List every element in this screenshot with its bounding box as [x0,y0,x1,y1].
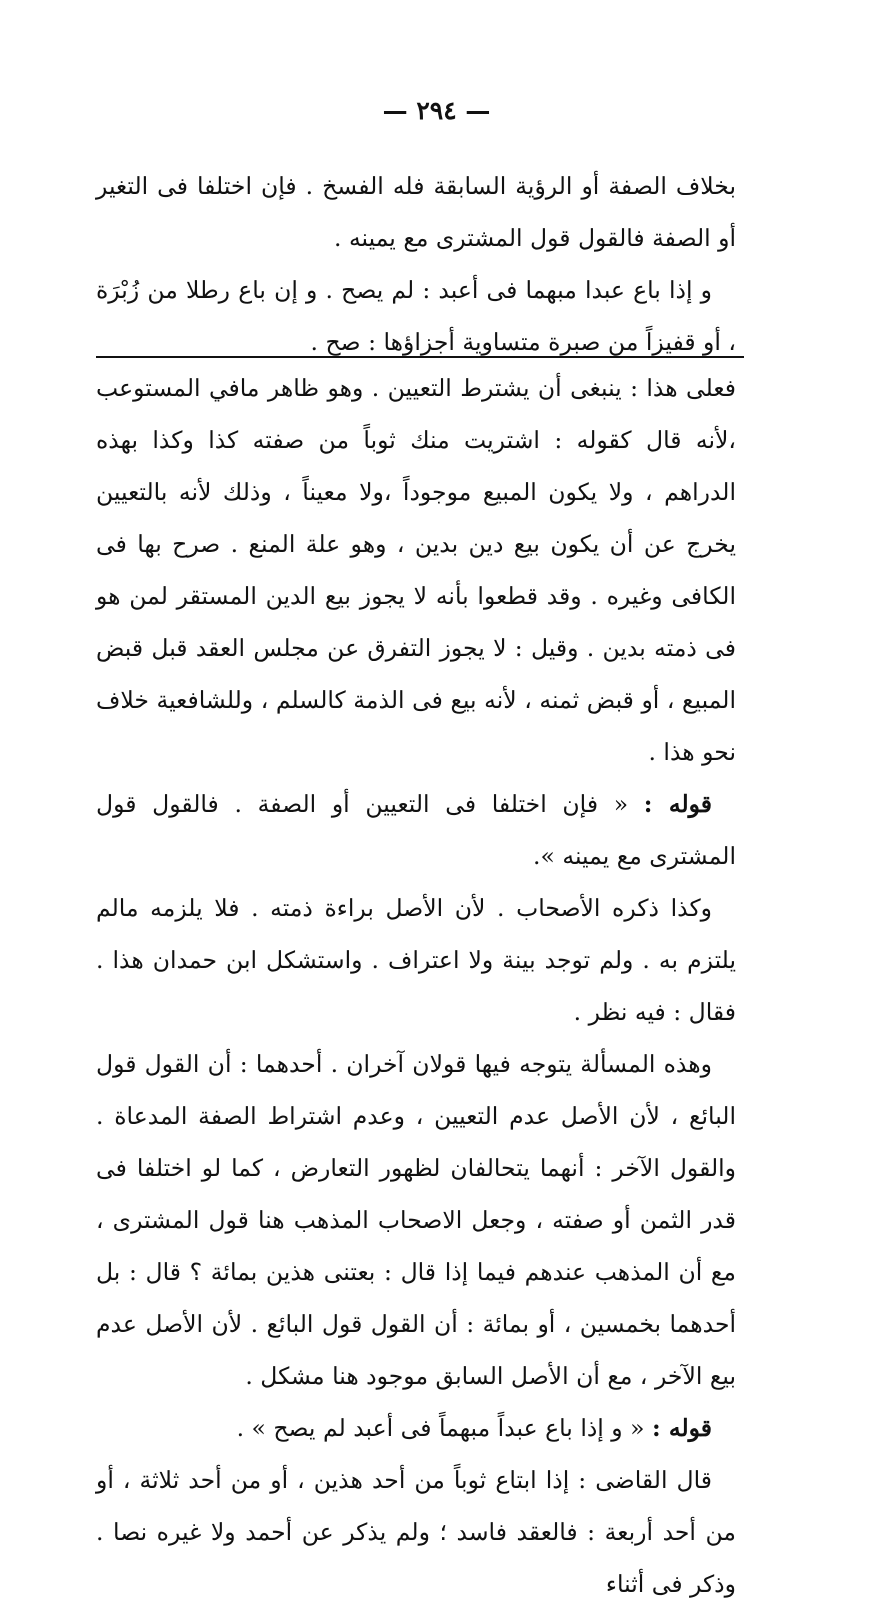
commentary-paragraph [96,362,736,778]
commentary-lead: قوله : [643,790,712,818]
commentary-text: وهذه المسألة يتوجه فيها قولان آخران . أحدهما : أن القول قول البائع ، لأن الأصل عدم التعيين ، وعدم اشتراط الصفة المدعاة . والقول الآخر : أنهما يتحالفان لظهور التعارض ، كما لو اختلفا فى قدر الثمن أو صفته ، وجعل الاصحاب المذهب هنا قول المشترى ، مع أن المذهب عندهم فيما إذا قال : بعتنى هذين بمائة ؟ قال : بل أحدهما بخمسين ، أو بمائة : أن القول قول البائع . لأن الأصل عدم بيع الآخر ، مع أن الأصل السابق موجود هنا مشكل . [96,1050,736,1390]
commentary-paragraph [96,882,736,1038]
commentary-text: « و إذا باع عبداً مبهماً فى أعبد لم يصح » . [236,1414,645,1442]
commentary-text: قال القاضى : إذا ابتاع ثوباً من أحد هذين ، أو من أحد ثلاثة ، أو من أحد أربعة : فالعقد فاسد ؛ ولم يذكر عن أحمد ولا غيره نصا . وذكر فى أثناء [96,1466,736,1598]
divider-line [96,356,744,358]
commentary-paragraph [96,1402,736,1454]
commentary-text: « فإن اختلفا فى التعيين أو الصفة . فالقول قول المشترى مع يمينه ». [96,790,736,870]
commentary-text: وكذا ذكره الأصحاب . لأن الأصل براءة ذمته . فلا يلزمه مالم يلتزم به . ولم توجد بينة ولا اعتراف . واستشكل ابن حمدان هذا . فقال : فيه نظر . [96,894,736,1026]
main-paragraph: بخلاف الصفة أو الرؤية السابقة فله الفسخ . فإن اختلفا فى التغير أو الصفة فالقول قول المشترى مع يمينه . [96,172,736,252]
commentary-paragraph [96,778,736,882]
commentary-paragraph [96,1454,736,1610]
commentary-lead: قوله : [652,1414,712,1442]
main-paragraph: و إذا باع عبدا مبهما فى أعبد : لم يصح . و إن باع رطلا من زُبْرَة ، أو قفيزاً من صبرة متساوية أجزاؤها : صح . [96,276,736,356]
main-text [96,160,736,368]
commentary-text: فعلى هذا : ينبغى أن يشترط التعيين . وهو ظاهر مافي المستوعب ،لأنه قال كقوله : اشتريت منك ثوباً من صفته كذا وكذا بهذه الدراهم ، ولا يكون المبيع موجوداً ،ولا معيناً ، وذلك لأنه بالتعيين يخرج عن أن يكون بيع دين بدين ، وهو علة المنع . صرح بها فى الكافى وغيره . وقد قطعوا بأنه لا يجوز بيع الدين المستقر لمن هو فى ذمته بدين . وقيل : لا يجوز التفرق عن مجلس العقد قبل قبض المبيع ، أو قبض ثمنه ، لأنه بيع فى الذمة كالسلم ، وللشافعية خلاف نحو هذا . [96,374,736,766]
commentary [96,362,736,1610]
page-number: — ٢٩٤ — [382,96,491,125]
commentary-paragraph [96,1038,736,1402]
